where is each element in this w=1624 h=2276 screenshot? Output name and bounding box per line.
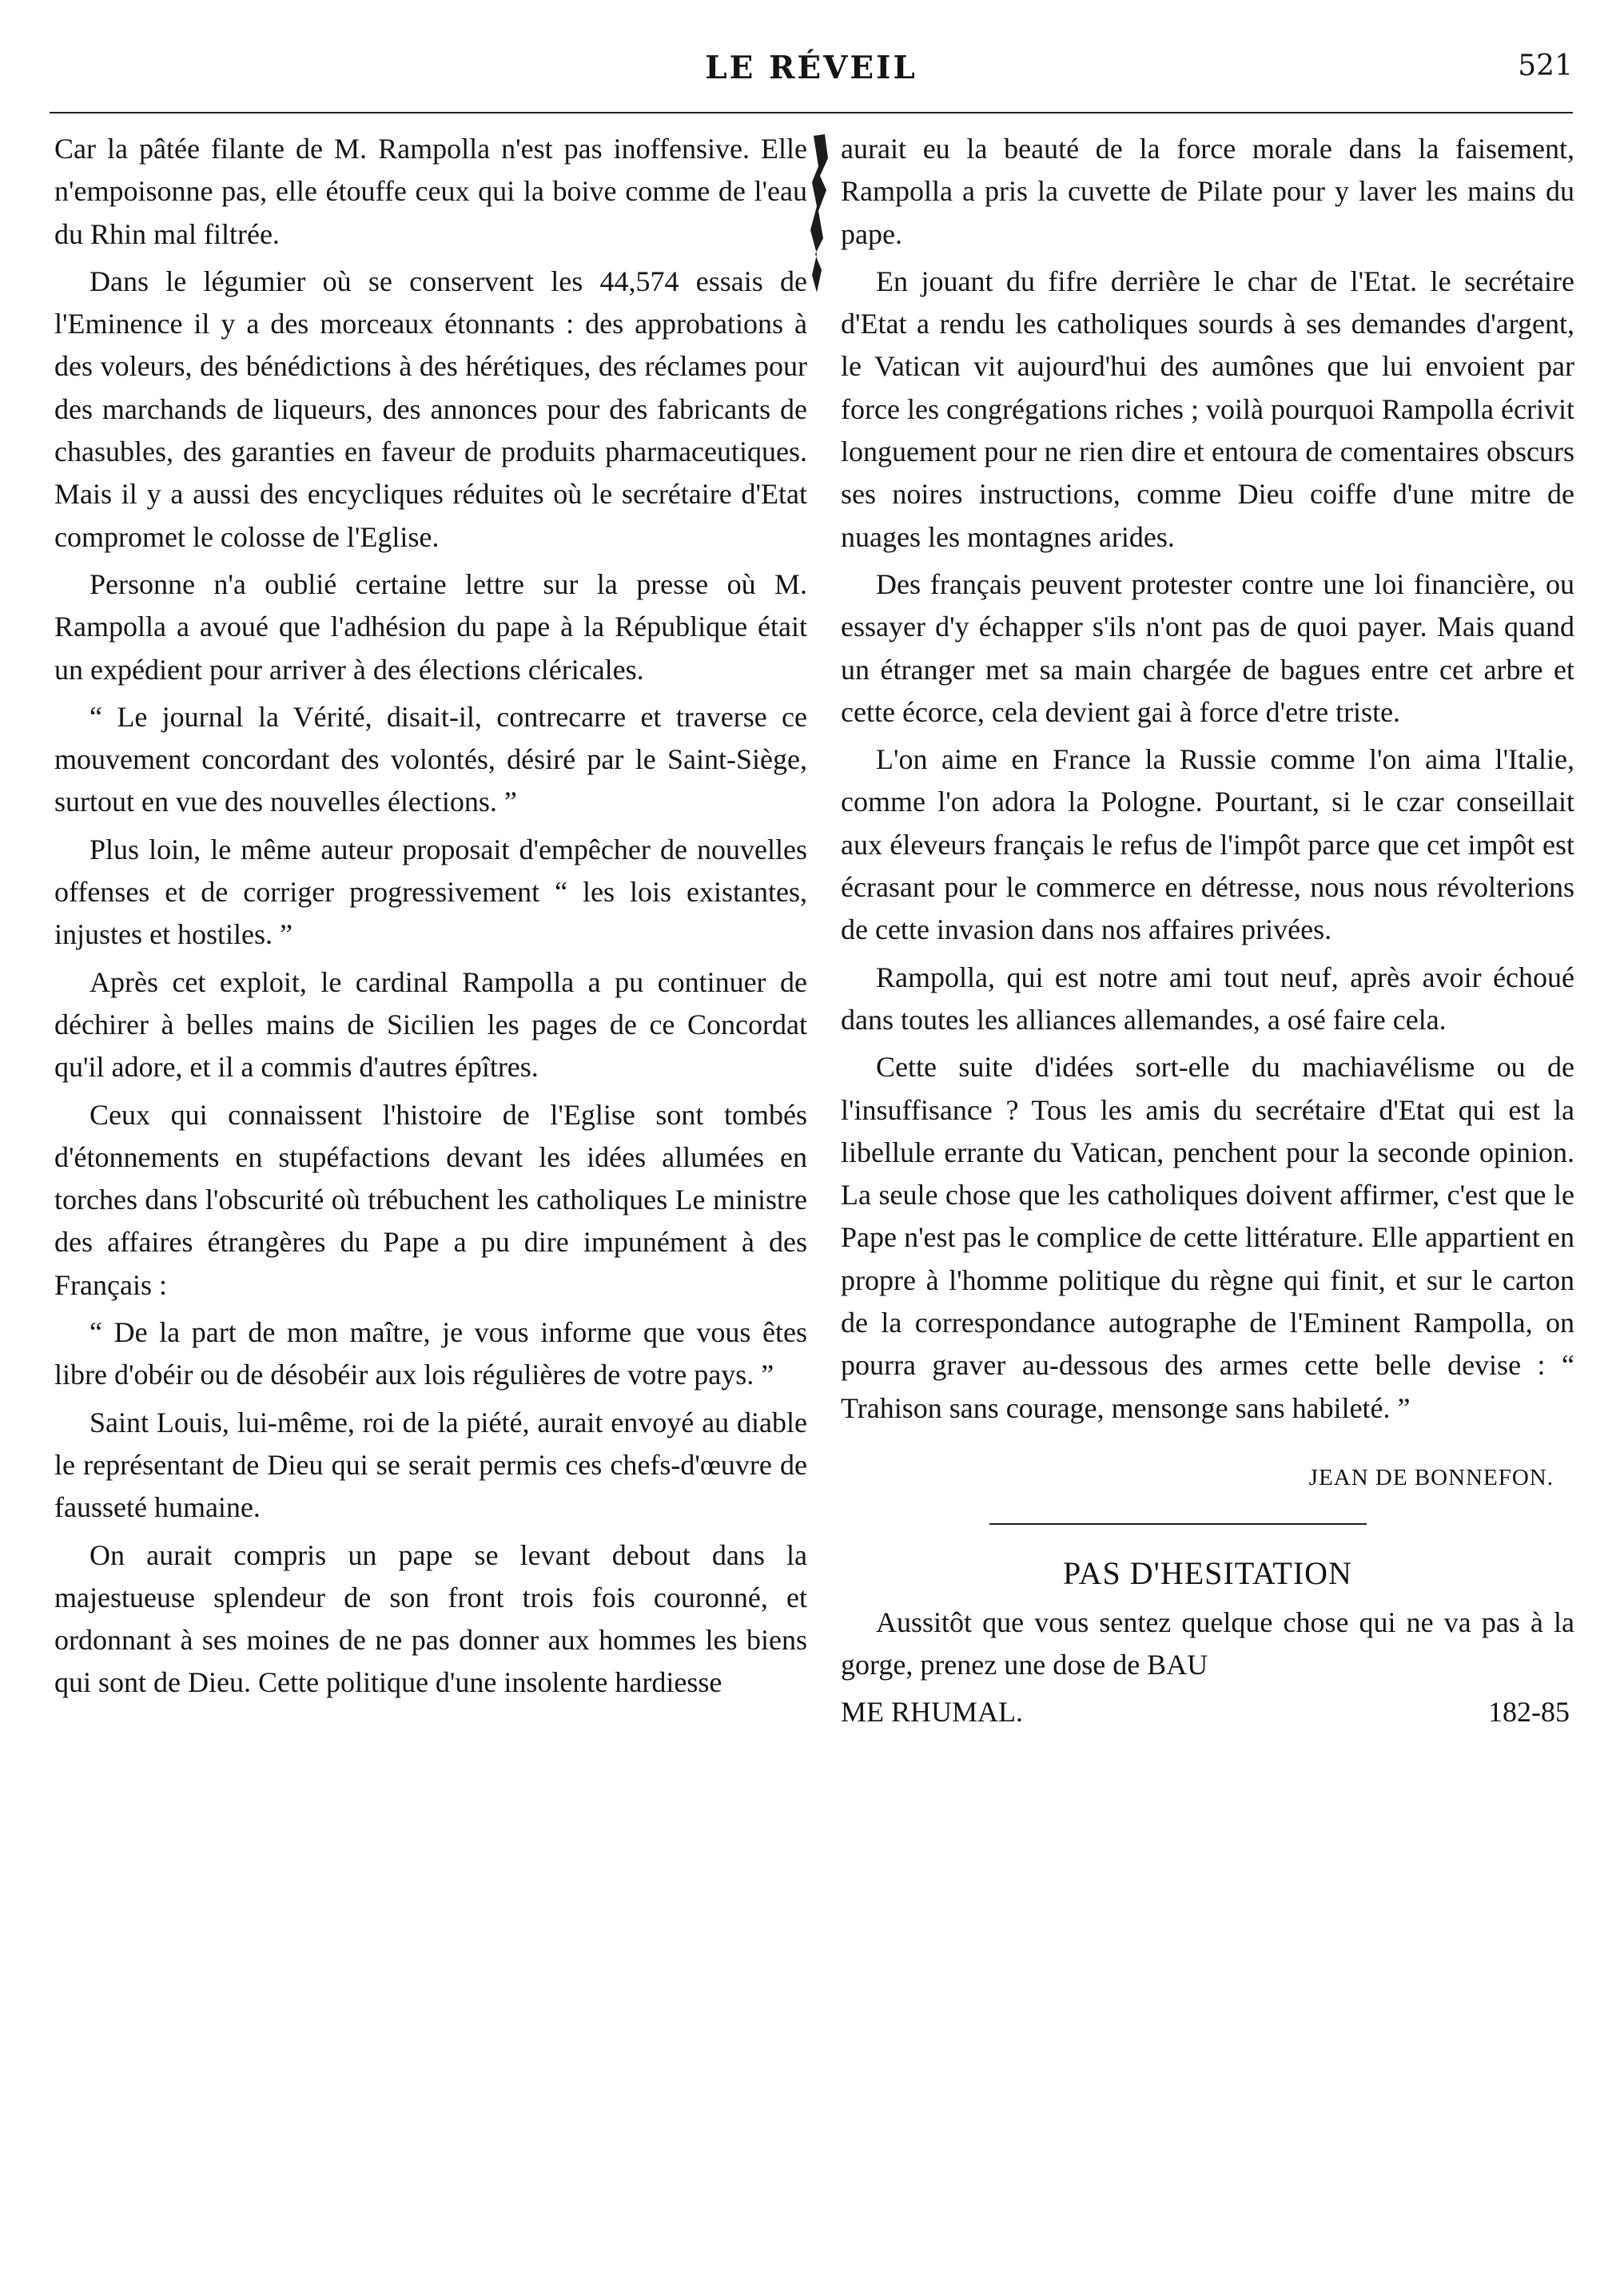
left-paragraph-9: Saint Louis, lui-même, roi de la piété, aurait envoyé au diable le représentant de Dieu qui se serait permis ces chefs-d'œuvre de fausseté humaine. bbox=[54, 1406, 807, 1524]
advertisement-body: Aussitôt que vous sentez quelque chose qui ne va pas à la gorge, prenez une dose de BAU bbox=[841, 1606, 1574, 1681]
right-paragraph-5: Rampolla, qui est notre ami tout neuf, après avoir échoué dans toutes les alliances allemandes, a osé faire cela. bbox=[841, 961, 1574, 1036]
advertisement-product: ME RHUMAL. bbox=[841, 1696, 1024, 1729]
header-rule bbox=[50, 112, 1573, 113]
left-paragraph-10: On aurait compris un pape se levant debout dans la majestueuse splendeur de son front trois fois couronné, et ordonnant à ses moines de ne pas donner aux hommes les biens qui sont de Dieu. Cette politique d'une insolente hardiesse bbox=[54, 1538, 807, 1699]
right-paragraph-1: aurait eu la beauté de la force morale dans la faisement, Rampolla a pris la cuvette de Pilate pour y laver les mains du pape. bbox=[841, 133, 1574, 250]
page-number: 521 bbox=[1518, 50, 1573, 82]
advertisement-last-line bbox=[841, 1691, 1574, 1733]
right-column bbox=[841, 128, 1574, 1733]
left-paragraph-2: Dans le légumier où se conservent les 44,574 essais de l'Eminence il y a des morceaux étonnants : des approbations à des voleurs, des bénédictions à des hérétiques, des réclames pour des marchands de liqueurs, des annonces pour des fabricants de chasubles, des garanties en faveur de produits pharmaceutiques. Mais il y a aussi des encycliques réduites où le secrétaire d'Etat compromet le colosse de l'Eglise. bbox=[54, 265, 807, 553]
ink-blot bbox=[809, 134, 830, 294]
right-paragraph-2: En jouant du fifre derrière le char de l'Etat. le secrétaire d'Etat a rendu les catholiques sourds à ses demandes d'argent, le Vatican vit aujourd'hui des aumônes que lui envoient par force les congrégations riches ; voilà pourquoi Rampolla écrivit longuement pour ne rien dire et entoura de comentaires obscurs ses noires instructions, comme Dieu coiffe d'une mitre de nuages les montagnes arides. bbox=[841, 265, 1574, 553]
page-header bbox=[50, 50, 1573, 97]
left-paragraph-7: Ceux qui connaissent l'histoire de l'Eglise sont tombés d'étonnements en stupéfactions devant les idées allumées en torches dans l'obscurité où trébuchent les catholiques Le ministre des affaires étrangères du Pape a pu dire impunément à des Français : bbox=[54, 1098, 807, 1301]
right-paragraph-4: L'on aime en France la Russie comme l'on aima l'Italie, comme l'on adora la Pologne. Pourtant, si le czar conseillait aux éleveurs français le refus de l'impôt parce que cet impôt est écrasant pour le commerce en détresse, nous nous révolterions de cette invasion dans nos affaires privées. bbox=[841, 743, 1574, 946]
left-paragraph-5: Plus loin, le même auteur proposait d'empêcher de nouvelles offenses et de corriger progressivement “ les lois existantes, injustes et hostiles. ” bbox=[54, 833, 807, 951]
right-paragraph-3: Des français peuvent protester contre une loi financière, ou essayer d'y échapper s'ils n'ont pas de quoi payer. Mais quand un étranger met sa main chargée de bagues entre cet arbre et cette écorce, cela devient gai à force d'etre triste. bbox=[841, 567, 1574, 728]
advertisement-heading: PAS D'HESITATION bbox=[1063, 1555, 1352, 1592]
journal-title: LE RÉVEIL bbox=[705, 50, 917, 86]
section-divider bbox=[989, 1523, 1367, 1525]
left-paragraph-8: “ De la part de mon maître, je vous informe que vous êtes libre d'obéir ou de désobéir aux lois régulières de votre pays. ” bbox=[54, 1316, 807, 1391]
left-paragraph-1: Car la pâtée filante de M. Rampolla n'est pas inoffensive. Elle n'empoisonne pas, elle étouffe ceux qui la boive comme de l'eau du Rhin mal filtrée. bbox=[54, 133, 807, 250]
right-paragraph-6: Cette suite d'idées sort-elle du machiavélisme ou de l'insuffisance ? Tous les amis du secrétaire d'Etat qui est la libellule errante du Vatican, penchent pour la seconde opinion. La seule chose que les catholiques doivent affirmer, c'est que le Pape n'est pas le complice de cette littérature. Elle appartient en propre à l'homme politique du règne qui finit, et sur le carton de la correspondance autographe de l'Eminent Rampolla, on pourra graver au-dessous des armes cette belle devise : “ Trahison sans courage, mensonge sans habileté. ” bbox=[841, 1051, 1574, 1424]
left-column bbox=[54, 128, 807, 1709]
left-paragraph-3: Personne n'a oublié certaine lettre sur la presse où M. Rampolla a avoué que l'adhésion du pape à la République était un expédient pour arriver à des élections cléricales. bbox=[54, 567, 807, 686]
advertisement-code: 182-85 bbox=[1488, 1696, 1570, 1729]
author-signature: JEAN DE BONNEFON. bbox=[1308, 1464, 1554, 1490]
left-paragraph-6: Après cet exploit, le cardinal Rampolla a pu continuer de déchirer à belles mains de Sicilien les pages de ce Concordat qu'il adore, et il a commis d'autres épîtres. bbox=[54, 965, 807, 1084]
left-paragraph-4: “ Le journal la Vérité, disait-il, contrecarre et traverse ce mouvement concordant des volontés, désiré par le Saint-Siège, surtout en vue des nouvelles élections. ” bbox=[54, 700, 807, 818]
